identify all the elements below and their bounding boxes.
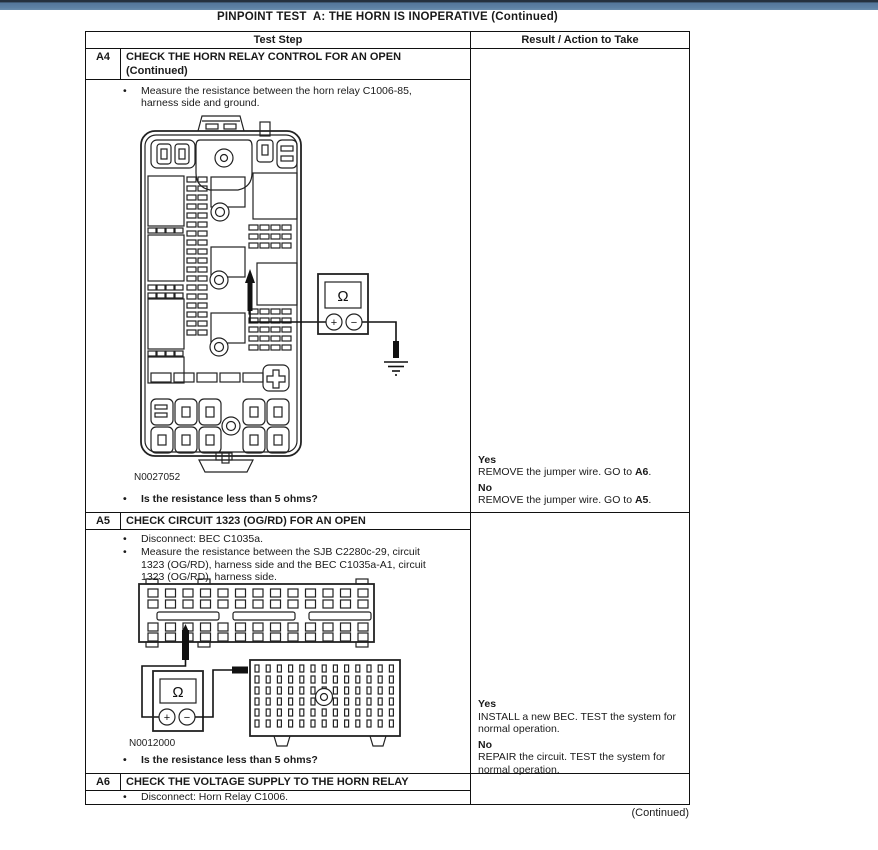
a5-yes-label: Yes (478, 698, 497, 710)
svg-text:−: − (183, 712, 191, 724)
bullet-icon: • (123, 533, 127, 545)
continued-note: (Continued) (631, 807, 689, 819)
probe-icon (245, 269, 255, 311)
slot-row (151, 373, 263, 382)
fusebox-ohmmeter-diagram (121, 113, 471, 473)
step-id-a6: A6 (86, 774, 121, 791)
svg-text:Ω: Ω (172, 684, 184, 701)
step-title-a4 (121, 49, 470, 80)
a5-no-action: REPAIR the circuit. TEST the system for normal operation. (478, 751, 666, 776)
bec-connector-drawing (250, 660, 400, 746)
step-title-a4-line2: (Continued) (126, 65, 188, 78)
result-cell-a4 (470, 49, 689, 513)
a4-question: • Is the resistance less than 5 ohms? (123, 493, 318, 505)
fuse-row (148, 228, 183, 233)
step-id-a5: A5 (86, 513, 121, 530)
fusebox-drawing (141, 116, 301, 472)
meter-lead-negative (195, 670, 232, 717)
column-header-test-step: Test Step (86, 32, 470, 49)
bullet-icon: • (123, 85, 127, 97)
ground-icon (384, 341, 408, 375)
sjb-connector-drawing (139, 579, 374, 647)
fuse-row (148, 351, 183, 356)
ohmmeter-icon (153, 671, 203, 731)
a5-no-label: No (478, 738, 492, 751)
column-header-result: Result / Action to Take (470, 32, 689, 49)
a4-no-action: REMOVE the jumper wire. GO to A5. (478, 494, 652, 507)
step-title-a5: CHECK CIRCUIT 1323 (OG/RD) FOR AN OPEN (121, 513, 470, 530)
bullet-icon: • (123, 546, 127, 559)
a6-bullet-list (123, 791, 441, 804)
a4-no-label: No (478, 481, 492, 494)
a5-bullet-2: Measure the resistance between the SJB C2280c-29, circuit 1323 (OG/RD), harness side and the BEC C1035a-A1, circuit 1323 (OG/RD), harness side. (141, 546, 426, 584)
sjb-bec-ohmmeter-diagram (124, 578, 416, 750)
step-title-a6: CHECK THE VOLTAGE SUPPLY TO THE HORN RELAY (121, 774, 470, 791)
a5-question: • Is the resistance less than 5 ohms? (123, 754, 318, 766)
a6-bullet-1: Disconnect: Horn Relay C1006. (141, 791, 289, 803)
a4-yes-label: Yes (478, 453, 497, 466)
bullet-icon: • (123, 791, 127, 803)
fuse-grid-right-lower (249, 309, 291, 350)
figure-label: N0027052 (134, 472, 181, 483)
step-title-a4-line1: CHECK THE HORN RELAY CONTROL FOR AN OPEN (126, 51, 402, 63)
svg-text:+: + (163, 712, 171, 724)
a5-bullet-1: Disconnect: BEC C1035a. (141, 533, 263, 545)
figure-label: N0012000 (129, 738, 176, 749)
a4-bullet-1: Measure the resistance between the horn relay C1006-85, harness side and ground. (141, 85, 412, 110)
center-fuse-column (187, 177, 207, 335)
step-body-a5 (86, 530, 470, 774)
svg-text:Ω: Ω (337, 288, 349, 305)
result-cell-a6 (470, 774, 689, 804)
probe-icon (232, 667, 248, 674)
svg-text:−: − (350, 317, 358, 329)
pinpoint-test-table (85, 31, 690, 805)
fuse-grid-right-upper (249, 225, 291, 248)
a5-yes-action: INSTALL a new BEC. TEST the system for normal operation. (478, 710, 677, 736)
meter-lead-positive (250, 311, 326, 322)
step-body-a4 (86, 80, 470, 513)
step-id-a4: A4 (86, 49, 121, 80)
page-title: PINPOINT TEST A: THE HORN IS INOPERATIVE (Continued) (217, 11, 558, 23)
window-top-band (0, 0, 878, 10)
result-cell-a5 (470, 513, 689, 774)
a4-yes-action: REMOVE the jumper wire. GO to A6. (478, 466, 652, 479)
bullet-icon: • (123, 754, 127, 766)
fuse-row (148, 285, 183, 298)
bullet-icon: • (123, 493, 127, 505)
svg-text:+: + (330, 317, 338, 329)
a5-bullet-list (123, 533, 441, 585)
ohmmeter-icon (318, 274, 368, 334)
a4-bullet-list (123, 85, 441, 111)
step-body-a6 (86, 791, 470, 804)
